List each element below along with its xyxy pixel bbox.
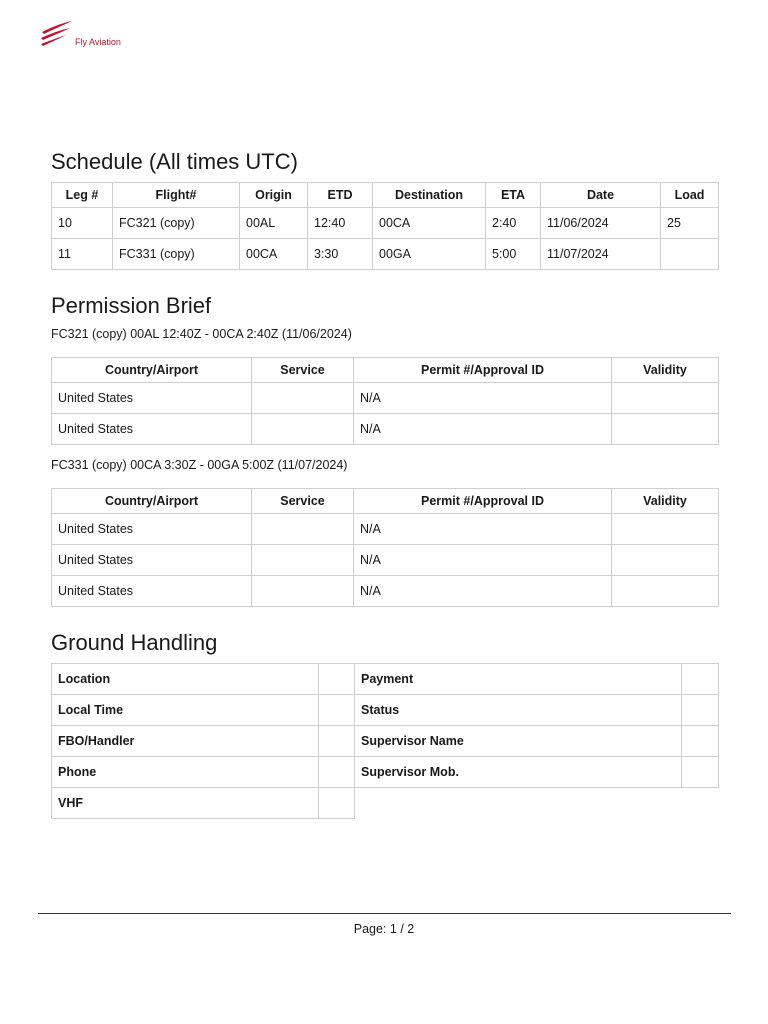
- schedule-table: [51, 182, 719, 270]
- table-row: [52, 726, 355, 757]
- cell-service: [252, 576, 354, 607]
- permission-header-row: [52, 489, 719, 514]
- col-header-validity: Validity: [612, 358, 719, 383]
- col-header-destination: Destination: [373, 183, 486, 208]
- col-header-date: Date: [541, 183, 661, 208]
- cell-permit: N/A: [354, 576, 612, 607]
- brand-logo: [40, 20, 121, 48]
- ground-label-local-time: Local Time: [52, 695, 319, 726]
- cell-permit: N/A: [354, 545, 612, 576]
- cell-validity: [612, 514, 719, 545]
- table-row: [52, 383, 719, 414]
- cell-date: 11/06/2024: [541, 208, 661, 239]
- ground-value-status: [682, 695, 719, 726]
- cell-country: United States: [52, 414, 252, 445]
- col-header-permit: Permit #/Approval ID: [354, 489, 612, 514]
- cell-leg: 11: [52, 239, 113, 270]
- cell-country: United States: [52, 545, 252, 576]
- cell-service: [252, 414, 354, 445]
- cell-load: 25: [661, 208, 719, 239]
- ground-value-phone: [319, 757, 355, 788]
- col-header-eta: ETA: [486, 183, 541, 208]
- cell-country: United States: [52, 576, 252, 607]
- cell-permit: N/A: [354, 514, 612, 545]
- permission-header-row: [52, 358, 719, 383]
- col-header-service: Service: [252, 358, 354, 383]
- table-row: [52, 664, 355, 695]
- col-header-leg: Leg #: [52, 183, 113, 208]
- ground-value-vhf: [319, 788, 355, 819]
- ground-value-payment: [682, 664, 719, 695]
- cell-destination: 00CA: [373, 208, 486, 239]
- footer-divider: [38, 913, 731, 914]
- col-header-origin: Origin: [240, 183, 308, 208]
- col-header-permit: Permit #/Approval ID: [354, 358, 612, 383]
- cell-service: [252, 383, 354, 414]
- col-header-validity: Validity: [612, 489, 719, 514]
- table-row: [52, 414, 719, 445]
- table-row: [355, 757, 719, 788]
- cell-flight: FC331 (copy): [113, 239, 240, 270]
- cell-date: 11/07/2024: [541, 239, 661, 270]
- ground-label-vhf: VHF: [52, 788, 319, 819]
- col-header-service: Service: [252, 489, 354, 514]
- col-header-country: Country/Airport: [52, 489, 252, 514]
- cell-origin: 00AL: [240, 208, 308, 239]
- schedule-header-row: [52, 183, 719, 208]
- col-header-country: Country/Airport: [52, 358, 252, 383]
- permission-table: [51, 357, 719, 445]
- cell-flight: FC321 (copy): [113, 208, 240, 239]
- ground-label-phone: Phone: [52, 757, 319, 788]
- cell-origin: 00CA: [240, 239, 308, 270]
- cell-eta: 5:00: [486, 239, 541, 270]
- ground-label-supervisor-name: Supervisor Name: [355, 726, 682, 757]
- cell-etd: 12:40: [308, 208, 373, 239]
- ground-value-local-time: [319, 695, 355, 726]
- permission-leg-summary: FC321 (copy) 00AL 12:40Z - 00CA 2:40Z (11/06/2024): [51, 327, 352, 341]
- cell-country: United States: [52, 383, 252, 414]
- table-row: [355, 695, 719, 726]
- table-row: [52, 514, 719, 545]
- cell-eta: 2:40: [486, 208, 541, 239]
- cell-service: [252, 514, 354, 545]
- col-header-load: Load: [661, 183, 719, 208]
- table-row: [52, 788, 355, 819]
- table-row: [52, 757, 355, 788]
- ground-label-fbo: FBO/Handler: [52, 726, 319, 757]
- cell-country: United States: [52, 514, 252, 545]
- permission-title: Permission Brief: [51, 293, 212, 318]
- cell-service: [252, 545, 354, 576]
- permission-leg-summary: FC331 (copy) 00CA 3:30Z - 00GA 5:00Z (11/07/2024): [51, 458, 348, 472]
- ground-title: Ground Handling: [51, 630, 218, 655]
- col-header-flight: Flight#: [113, 183, 240, 208]
- cell-etd: 3:30: [308, 239, 373, 270]
- ground-value-supervisor-mob: [682, 757, 719, 788]
- table-row: [52, 576, 719, 607]
- table-row: [52, 545, 719, 576]
- ground-value-location: [319, 664, 355, 695]
- page-number: Page: 1 / 2: [353, 922, 415, 936]
- ground-label-supervisor-mob: Supervisor Mob.: [355, 757, 682, 788]
- cell-validity: [612, 383, 719, 414]
- cell-destination: 00GA: [373, 239, 486, 270]
- ground-value-supervisor-name: [682, 726, 719, 757]
- cell-validity: [612, 414, 719, 445]
- ground-left-table: [51, 663, 355, 819]
- col-header-etd: ETD: [308, 183, 373, 208]
- table-row: [52, 208, 719, 239]
- cell-validity: [612, 576, 719, 607]
- schedule-title: Schedule (All times UTC): [51, 149, 298, 174]
- cell-leg: 10: [52, 208, 113, 239]
- ground-value-fbo: [319, 726, 355, 757]
- cell-permit: N/A: [354, 383, 612, 414]
- ground-label-payment: Payment: [355, 664, 682, 695]
- cell-validity: [612, 545, 719, 576]
- brand-name: Fly Aviation: [75, 37, 121, 47]
- cell-load: [661, 239, 719, 270]
- permission-table: [51, 488, 719, 607]
- wing-logo-icon: [40, 20, 74, 48]
- cell-permit: N/A: [354, 414, 612, 445]
- table-row: [355, 726, 719, 757]
- table-row: [355, 664, 719, 695]
- table-row: [52, 695, 355, 726]
- ground-label-status: Status: [355, 695, 682, 726]
- ground-right-table: [354, 663, 719, 788]
- ground-label-location: Location: [52, 664, 319, 695]
- table-row: [52, 239, 719, 270]
